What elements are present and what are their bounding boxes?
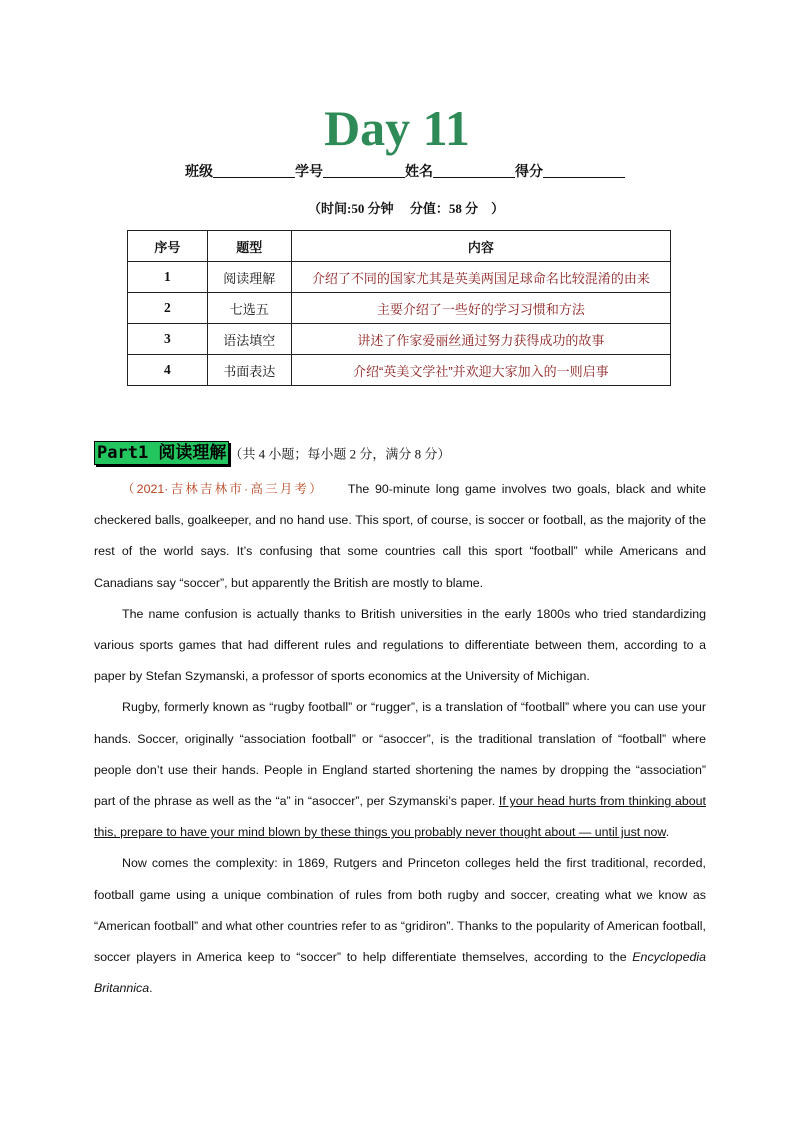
student-info-line <box>185 162 625 183</box>
summary-table <box>127 230 671 386</box>
header-number: 序号 <box>128 231 208 262</box>
row-content: 介绍了不同的国家尤其是英美两国足球命名比较混淆的由来 <box>291 262 670 293</box>
row-content: 介绍“英美文学社”并欢迎大家加入的一则启事 <box>291 355 670 386</box>
passage-paragraph-2: The name confusion is actually thanks to British universities in the early 1800s who tried standardizing various sports games that had different rules and regulations to differentiate between them, according to a paper by Stefan Szymanski, a professor of sports economics at the University of Michigan. <box>94 606 706 684</box>
table-row <box>128 262 671 293</box>
header-content: 内容 <box>291 231 670 262</box>
student-id-label: 学号 <box>295 165 323 180</box>
paragraph-3-end: . <box>665 825 670 840</box>
row-number: 4 <box>128 355 208 386</box>
passage-source: （2021·吉林吉林市·高三月考） <box>122 482 324 496</box>
class-blank <box>213 162 295 178</box>
table-row <box>128 355 671 386</box>
encyclopedia-title: Encyclopedia Britannica <box>94 950 706 996</box>
part1-score-note: （共 4 小题；每小题 2 分，满分 8 分） <box>229 446 451 462</box>
row-number: 1 <box>128 262 208 293</box>
paragraph-1-text: The 90-minute long game involves two goals, black and white checkered balls, goalkeeper, and no hand use. This sport, of course, is soccer or football, as the majority of the rest of the world says. It’s confusing that some countries call this sport “football” while Americans and Canadians say “soccer”, but apparently the British are mostly to blame. <box>94 482 706 590</box>
row-content: 讲述了作家爱丽丝通过努力获得成功的故事 <box>291 324 670 355</box>
table-header-row <box>128 231 671 262</box>
class-label: 班级 <box>185 165 213 180</box>
paragraph-4-end: . <box>149 981 153 996</box>
time-score-info: （时间:50 分钟 分值：58 分 ） <box>308 201 505 216</box>
name-blank <box>433 162 515 178</box>
score-blank <box>543 162 625 178</box>
row-type: 语法填空 <box>207 324 291 355</box>
row-number: 3 <box>128 324 208 355</box>
table-row <box>128 293 671 324</box>
reading-passage <box>94 474 706 1004</box>
row-content: 主要介绍了一些好的学习习惯和方法 <box>291 293 670 324</box>
paragraph-3-text: Rugby, formerly known as “rugby football” or “rugger”, is a translation of “football” where you can use your hands. Soccer, originally “association football” or “asoccer”, is the traditional translation of “football” where people don’t use their hands. People in England started shortening the names by dropping the “association” part of the phrase as well as the “a” in “asoccer”, per Szymanski’s paper. <box>94 700 706 809</box>
passage-paragraph-4 <box>94 848 706 1004</box>
passage-paragraph-3 <box>94 692 706 848</box>
row-type: 书面表达 <box>207 355 291 386</box>
part1-header <box>94 441 450 465</box>
passage-paragraph-1 <box>94 474 706 599</box>
row-number: 2 <box>128 293 208 324</box>
underlined-sentence: If your head hurts from thinking about this, prepare to have your mind blown by these things you probably never thought about — until just now <box>94 794 706 840</box>
row-type: 阅读理解 <box>207 262 291 293</box>
part1-badge: Part1 阅读理解 <box>94 441 229 465</box>
score-label: 得分 <box>515 165 543 180</box>
student-id-blank <box>323 162 405 178</box>
paragraph-4-text: Now comes the complexity: in 1869, Rutgers and Princeton colleges held the first traditional, recorded, football game using a unique combination of rules from both rugby and soccer, creating what we know as “American football” and what other countries refer to as “gridiron”. Thanks to the popularity of American football, soccer players in America keep to “soccer” to help differentiate themselves, according to the <box>94 856 706 965</box>
row-type: 七选五 <box>207 293 291 324</box>
header-type: 题型 <box>207 231 291 262</box>
name-label: 姓名 <box>405 165 433 180</box>
page-title: Day 11 <box>324 100 470 156</box>
table-row <box>128 324 671 355</box>
